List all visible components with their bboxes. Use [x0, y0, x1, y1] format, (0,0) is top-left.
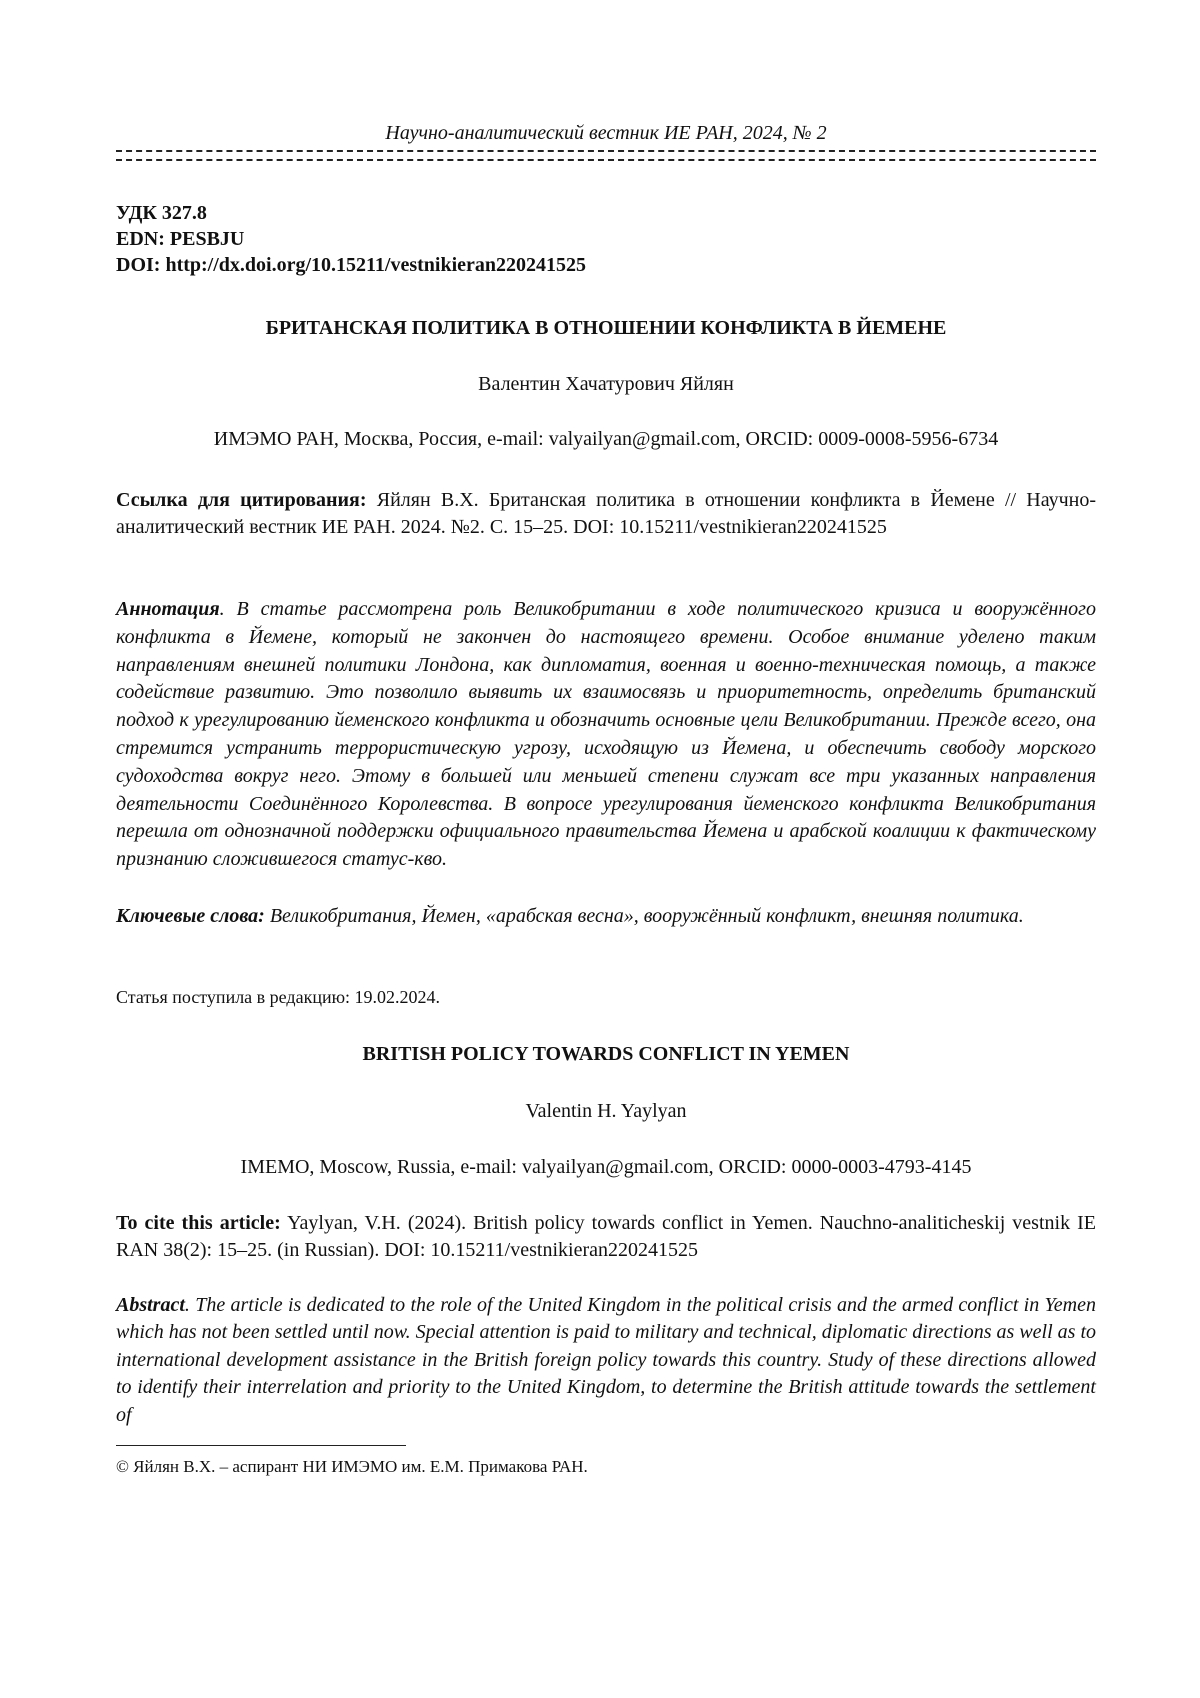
- header-rule: [116, 150, 1096, 161]
- udk-code: УДК 327.8: [116, 202, 207, 224]
- title-en: BRITISH POLICY TOWARDS CONFLICT IN YEMEN: [362, 1043, 850, 1065]
- affiliation-ru: ИМЭМО РАН, Москва, Россия, e-mail: valyailyan@gmail.com, ORCID: 0009-0008-5956-6734: [213, 428, 999, 450]
- abstract-en: [116, 1292, 1096, 1429]
- citation-label-ru: Ссылка для цитирования:: [116, 489, 367, 511]
- keywords-label-ru: Ключевые слова:: [116, 905, 265, 927]
- abstract-label-en: Abstract: [116, 1294, 185, 1316]
- citation-text-ru: Яйлян В.Х. Британская политика в отношении конфликта в Йемене // Научно-аналитический вестник ИЕ РАН. 2024. №2. С. 15–25. DOI: 10.15211/vestnikieran220241525: [116, 489, 1096, 538]
- abstract-text-ru: . В статье рассмотрена роль Великобритании в ходе политического кризиса и вооружённого конфликта в Йемене, который не закончен до настоящего времени. Особое внимание уделено таким направлениям внешней политики Лондона, как дипломатия, военная и военно-техническая помощь, а также содействие развитию. Это позволило выявить их взаимосвязь и приоритетность, определить британский подход к урегулированию йеменского конфликта и обозначить основные цели Великобритании. Прежде всего, она стремится устранить террористическую угрозу, исходящую из Йемена, и обеспечить свободу морского судоходства вокруг него. Этому в большей или меньшей степени служат все три указанных направления деятельности Соединённого Королевства. В вопросе урегулирования йеменского конфликта Великобритания перешла от однозначной поддержки официального правительства Йемена и арабской коалиции к фактическому признанию сложившегося статус-кво.: [116, 598, 1096, 871]
- doi-link[interactable]: DOI: http://dx.doi.org/10.15211/vestnikieran220241525: [116, 254, 587, 276]
- author-footnote: © Яйлян В.Х. – аспирант НИ ИМЭМО им. Е.М. Примакова РАН.: [116, 1457, 588, 1476]
- running-head: Научно-аналитический вестник ИЕ РАН, 2024, № 2: [385, 122, 827, 144]
- keywords-text-ru: Великобритания, Йемен, «арабская весна», вооружённый конфликт, внешняя политика.: [269, 905, 1024, 927]
- abstract-ru: [116, 596, 1096, 874]
- author-en: Valentin H. Yaylyan: [525, 1100, 687, 1122]
- received-date: Статья поступила в редакцию: 19.02.2024.: [116, 987, 441, 1007]
- footnote-rule: [116, 1445, 406, 1446]
- title-ru: БРИТАНСКАЯ ПОЛИТИКА В ОТНОШЕНИИ КОНФЛИКТА В ЙЕМЕНЕ: [265, 317, 947, 339]
- keywords-ru: [116, 903, 1096, 931]
- abstract-label-ru: Аннотация: [116, 598, 220, 620]
- author-ru: Валентин Хачатурович Яйлян: [478, 373, 734, 395]
- abstract-text-en: . The article is dedicated to the role of the United Kingdom in the political crisis and the armed conflict in Yemen which has not been settled until now. Special attention is paid to military and technical, diplomatic directions as well as to international development assistance in the British foreign policy towards this country. Study of these directions allowed to identify their interrelation and priority to the United Kingdom, to determine the British attitude towards the settlement of: [116, 1294, 1096, 1426]
- citation-text-en: Yaylyan, V.H. (2024). British policy towards conflict in Yemen. Nauchno-analiticheskij vestnik IE RAN 38(2): 15–25. (in Russian). DOI: 10.15211/vestnikieran220241525: [116, 1212, 1096, 1261]
- affiliation-en: IMEMO, Moscow, Russia, e-mail: valyailyan@gmail.com, ORCID: 0000-0003-4793-4145: [240, 1156, 972, 1178]
- citation-en: [116, 1210, 1096, 1264]
- citation-label-en: To cite this article:: [116, 1212, 281, 1234]
- edn-code: EDN: PESBJU: [116, 228, 245, 250]
- citation-ru: [116, 487, 1096, 541]
- article-metadata: [116, 200, 586, 278]
